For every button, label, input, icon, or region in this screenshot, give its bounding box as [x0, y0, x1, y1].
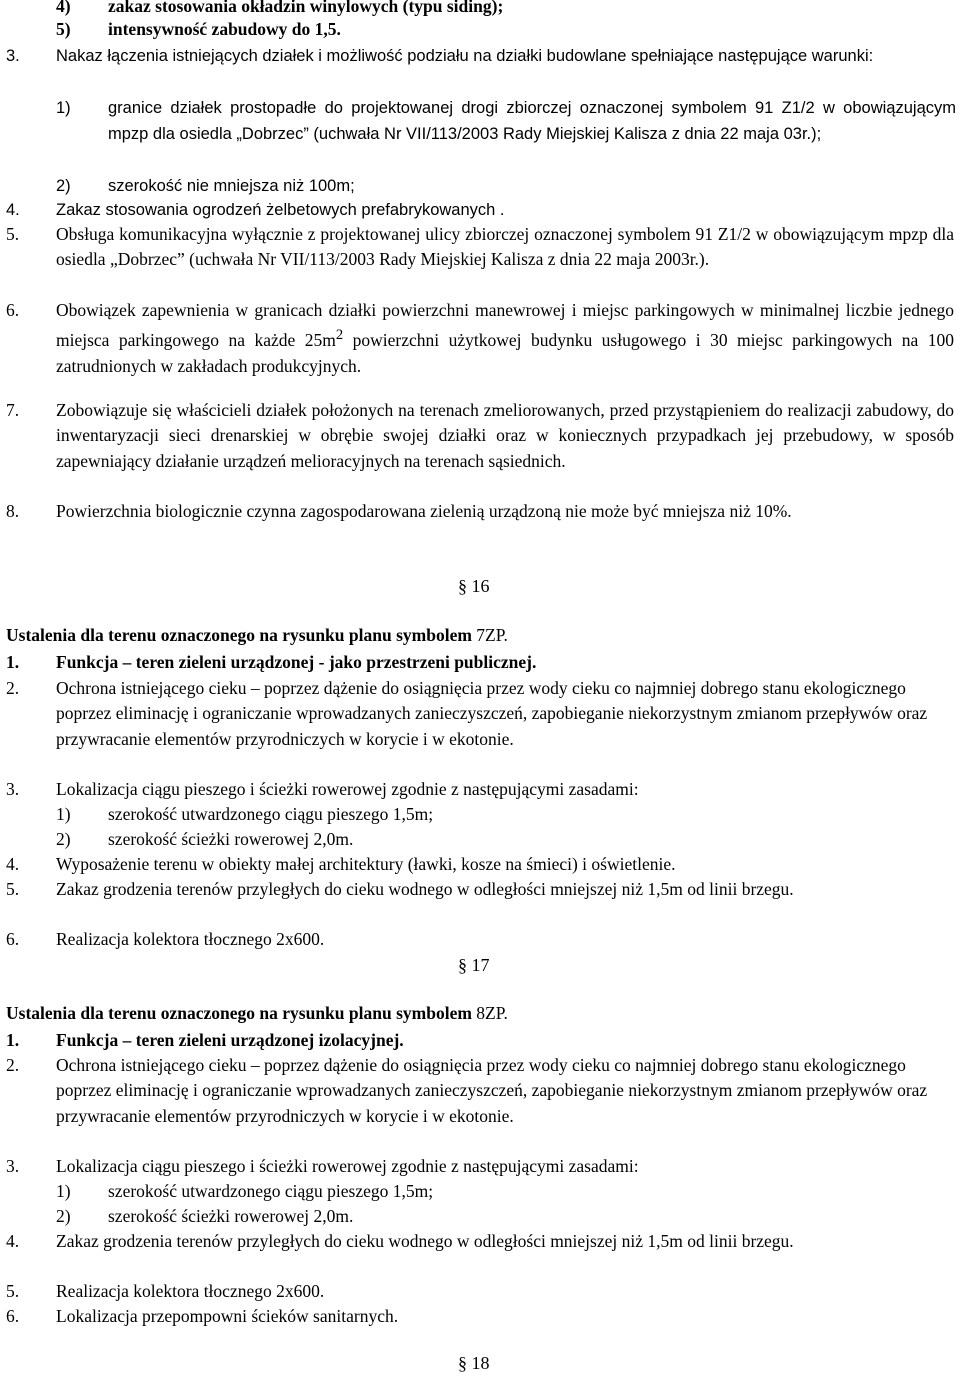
- list-item: [6, 222, 954, 273]
- section-number: § 17: [458, 955, 490, 975]
- item-text: Zakaz stosowania ogrodzeń żelbetowych prefabrykowanych .: [56, 201, 505, 219]
- item-text: Zakaz grodzenia terenów przyległych do cieku wodnego w odległości mniejszej niż 1,5m od linii brzegu.: [56, 879, 794, 899]
- item-text: intensywność zabudowy do 1,5.: [108, 19, 341, 39]
- item-text: Realizacja kolektora tłocznego 2x600.: [56, 929, 325, 949]
- item-number: 4.: [6, 1231, 20, 1251]
- item-number: 3.: [6, 1156, 20, 1176]
- item-number: 3.: [6, 47, 20, 65]
- item-number: 5.: [6, 224, 20, 244]
- item-number: 1): [56, 1181, 71, 1201]
- item-text: Ochrona istniejącego cieku – poprzez dążenie do osiągnięcia przez wody cieku co najmniej dobrego stanu ekologicznego poprzez eliminację i ograniczanie wprowadzanych zanieczyszczeń, zapobieganie niekorzystnym zmianom przepływów oraz przywracanie elementów przyrodniczych w korycie i w ekotonie.: [56, 1055, 928, 1126]
- heading-symbol: 8ZP.: [476, 1003, 508, 1023]
- item-text: [56, 298, 954, 379]
- list-item: [6, 650, 954, 675]
- item-text: szerokość ścieżki rowerowej 2,0m.: [108, 1206, 354, 1226]
- item-number: 1.: [6, 652, 20, 672]
- item-text: granice działek prostopadłe do projektowanej drogi zbiorczej oznaczonej symbolem 91 Z1/2 w obowiązującym mpzp dla osiedla „Dobrzec” (uchwała Nr VII/113/2003 Rady Miejskiej Kalisza z dnia 22 maja 03r.);: [108, 99, 956, 143]
- list-item: [6, 852, 954, 877]
- item-number: 2): [56, 1206, 71, 1226]
- item-text: szerokość nie mniejsza niż 100m;: [108, 177, 355, 195]
- list-item: [6, 777, 954, 802]
- list-item: [56, 802, 956, 827]
- item-text: zakaz stosowania okładzin winylowych (typu siding);: [108, 0, 504, 16]
- item-text: Lokalizacja przepompowni ścieków sanitarnych.: [56, 1306, 399, 1326]
- item-text: Zakaz grodzenia terenów przyległych do cieku wodnego w odległości mniejszej niż 1,5m od linii brzegu.: [56, 1231, 794, 1251]
- list-item: [6, 298, 954, 379]
- list-item: [56, 17, 956, 42]
- item-text-part: Obowiązek zapewnienia w granicach działki powierzchni manewrowej i miejsc parkingowych w minimalnej liczbie jednego miejsca parkingowego na każde 25m: [56, 300, 954, 351]
- list-item: [6, 1304, 954, 1329]
- item-text: Lokalizacja ciągu pieszego i ścieżki rowerowej zgodnie z następującymi zasadami:: [56, 779, 639, 799]
- item-text: Funkcja – teren zieleni urządzonej - jako przestrzeni publicznej.: [56, 652, 537, 672]
- item-number: 5.: [6, 1281, 20, 1301]
- section-number: § 18: [458, 1353, 490, 1373]
- item-number: 1): [56, 804, 71, 824]
- list-item: [56, 96, 956, 147]
- list-item: [6, 1279, 954, 1304]
- item-number: 2): [56, 829, 71, 849]
- item-text: szerokość ścieżki rowerowej 2,0m.: [108, 829, 354, 849]
- item-text: szerokość utwardzonego ciągu pieszego 1,5m;: [108, 804, 434, 824]
- list-item: [6, 1154, 954, 1179]
- superscript: 2: [335, 327, 344, 344]
- section-heading: [6, 1003, 508, 1024]
- list-item: [6, 1053, 954, 1129]
- item-number: 5.: [6, 879, 20, 899]
- list-item: [56, 1204, 956, 1229]
- list-item: [56, 827, 956, 852]
- list-item: [56, 174, 956, 200]
- section-number: § 16: [458, 576, 490, 596]
- item-number: 6.: [6, 929, 20, 949]
- heading-text: Ustalenia dla terenu oznaczonego na rysunku planu symbolem: [6, 1003, 477, 1023]
- item-number: 1.: [6, 1030, 20, 1050]
- item-text: Funkcja – teren zieleni urządzonej izolacyjnej.: [56, 1030, 404, 1050]
- list-item: [6, 499, 954, 524]
- item-number: 1): [56, 99, 71, 117]
- item-text: Nakaz łączenia istniejących działek i możliwość podziału na działki budowlane spełniające następujące warunki:: [56, 47, 874, 65]
- item-number: 3.: [6, 779, 20, 799]
- list-item: [6, 877, 954, 902]
- item-number: 4.: [6, 201, 20, 219]
- item-text-part: powierzchni użytkowej budynku usługowego i 30 miejsc parkingowych na 100 zatrudnionych w zakładach produkcyjnych.: [56, 330, 954, 376]
- item-text: Powierzchnia biologicznie czynna zagospodarowana zielenią urządzoną nie może być mniejsza niż 10%.: [56, 501, 792, 521]
- list-item: [6, 44, 954, 70]
- item-text: Wyposażenie terenu w obiekty małej architektury (ławki, kosze na śmieci) i oświetlenie.: [56, 854, 676, 874]
- item-text: Realizacja kolektora tłocznego 2x600.: [56, 1281, 325, 1301]
- item-number: 4.: [6, 854, 20, 874]
- item-number: 4): [56, 0, 71, 16]
- item-text: szerokość utwardzonego ciągu pieszego 1,5m;: [108, 1181, 434, 1201]
- item-text: Lokalizacja ciągu pieszego i ścieżki rowerowej zgodnie z następującymi zasadami:: [56, 1156, 639, 1176]
- item-number: 2.: [6, 678, 20, 698]
- item-number: 2): [56, 177, 71, 195]
- list-item: [6, 198, 954, 224]
- list-item: [6, 398, 954, 474]
- heading-text: Ustalenia dla terenu oznaczonego na rysunku planu symbolem: [6, 625, 477, 645]
- heading-symbol: 7ZP.: [476, 625, 508, 645]
- item-text: Obsługa komunikacyjna wyłącznie z projektowanej ulicy zbiorczej oznaczonej symbolem 91 Z1/2 w obowiązującym mpzp dla osiedla „Dobrzec” (uchwała Nr VII/113/2003 Rady Miejskiej Kalisza z dnia 22 maja 2003r.).: [56, 224, 954, 270]
- item-number: 8.: [6, 501, 20, 521]
- item-number: 5): [56, 19, 71, 39]
- list-item: [6, 1229, 954, 1254]
- item-number: 6.: [6, 1306, 20, 1326]
- item-text: Zobowiązuje się właścicieli działek położonych na terenach zmeliorowanych, przed przystąpieniem do realizacji zabudowy, do inwentaryzacji sieci drenarskiej w obrębie swojej działki oraz w koniecznych przypadkach jej przebudowy, w sposób zapewniający działanie urządzeń melioracyjnych na terenach sąsiednich.: [56, 400, 954, 471]
- section-heading: [6, 625, 508, 646]
- item-number: 6.: [6, 300, 20, 320]
- list-item: [6, 676, 954, 752]
- item-text: Ochrona istniejącego cieku – poprzez dążenie do osiągnięcia przez wody cieku co najmniej dobrego stanu ekologicznego poprzez eliminację i ograniczanie wprowadzanych zanieczyszczeń, zapobieganie niekorzystnym zmianom przepływów oraz przywracanie elementów przyrodniczych w korycie i w ekotonie.: [56, 678, 928, 749]
- list-item: [6, 1028, 954, 1053]
- item-number: 2.: [6, 1055, 20, 1075]
- list-item: [56, 1179, 956, 1204]
- item-number: 7.: [6, 400, 20, 420]
- list-item: [6, 927, 954, 952]
